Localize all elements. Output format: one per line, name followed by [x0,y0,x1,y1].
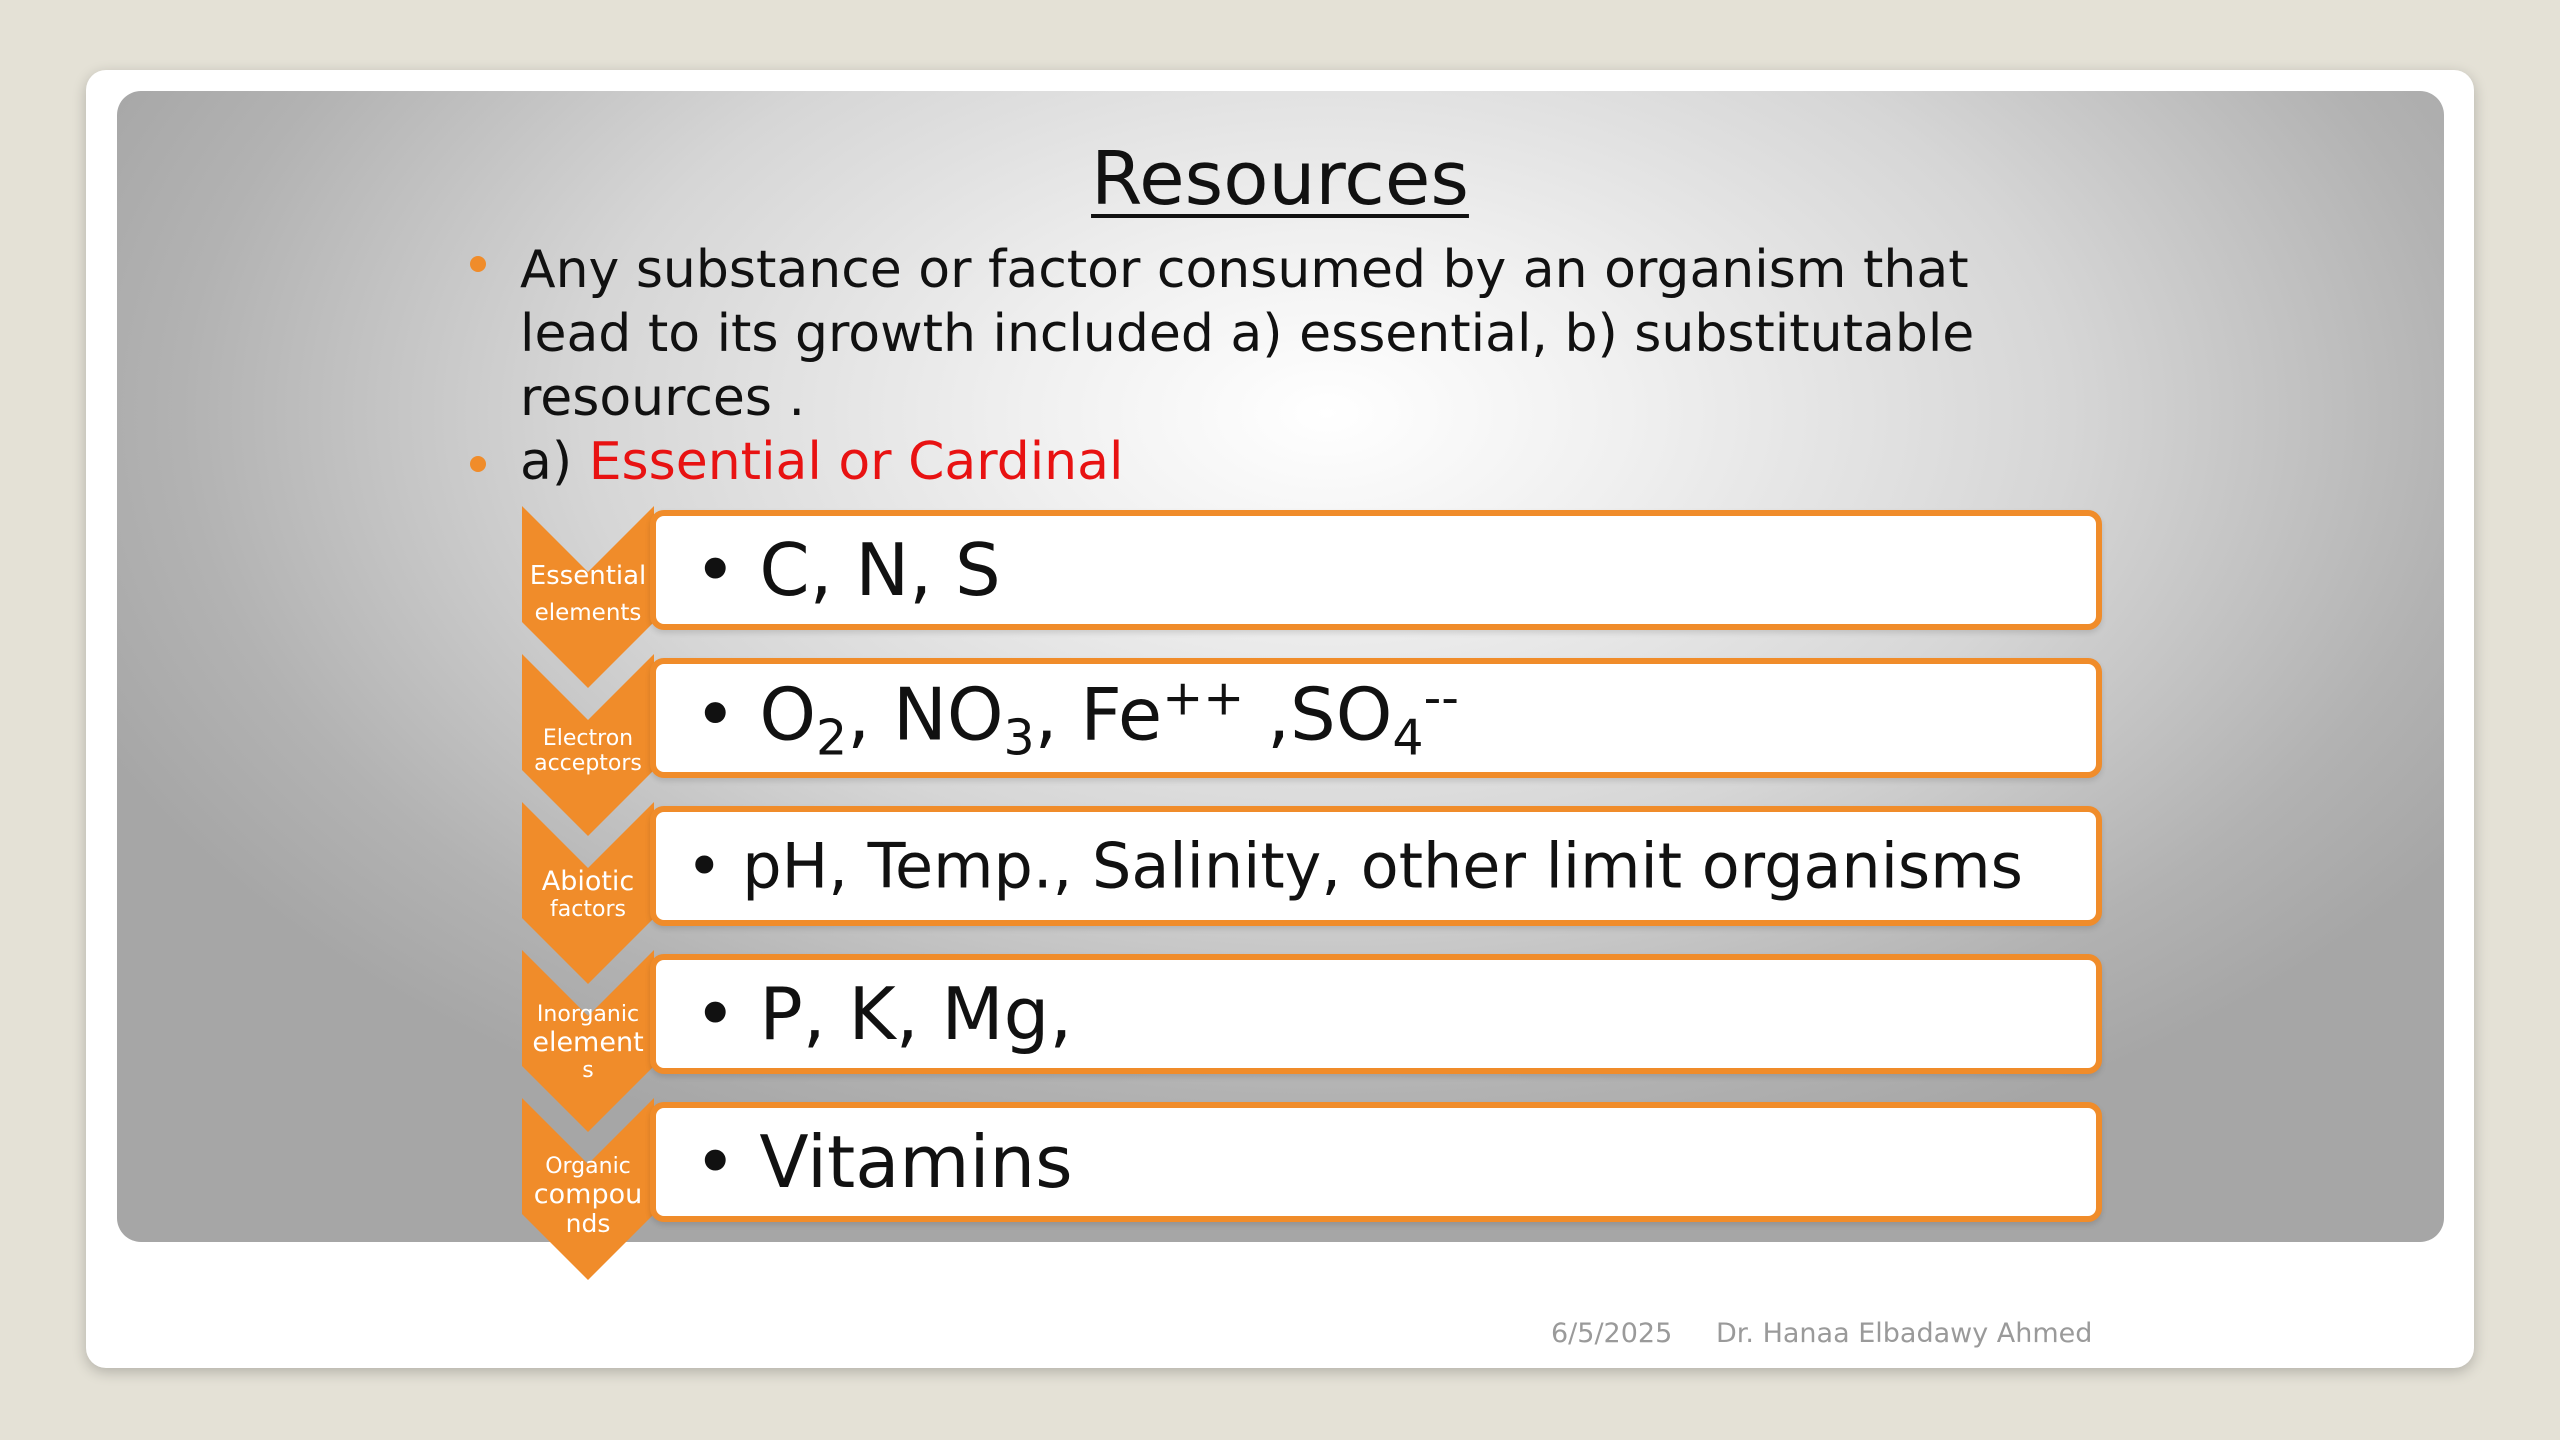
row-content-text: • C, N, S [694,528,1001,612]
resource-row-organic [522,1098,2100,1246]
resource-row-inorganic [522,950,2100,1098]
resource-row-essential [522,506,2100,654]
row-content-box [650,510,2102,630]
resource-row-abiotic [522,802,2100,950]
row-label: Organic compou nds [533,1154,643,1239]
row-label: Essential elements [529,561,647,626]
row-content-text: • pH, Temp., Salinity, other limit organisms [686,829,2023,903]
row-label: Abiotic factors [541,866,635,923]
row-content-box [650,954,2102,1074]
row-content-text: • P, K, Mg, [694,972,1073,1056]
slide-title: Resources [1091,136,1469,222]
bullet-dot-icon [470,256,486,272]
footer-author: Dr. Hanaa Elbadawy Ahmed [1716,1318,2093,1349]
bullet-definition-text: Any substance or factor consumed by an organism that lead to its growth included a) essential, b) substitutable resources . [520,240,1975,428]
footer-date: 6/5/2025 [1551,1318,1673,1349]
bullet-essential-prefix: a) [520,432,589,492]
row-content-box [650,806,2102,926]
row-content-text: • $O_2$, $NO_3$, Fe++ $,SO_4^{--}$ [694,669,1459,767]
row-content-box [650,658,2102,778]
resource-row-electron-acceptors [522,654,2100,802]
row-label: Electron acceptors [534,726,642,777]
bullet-dot-icon [470,456,486,472]
row-content-box [650,1102,2102,1222]
row-content-text: • Vitamins [694,1120,1073,1204]
row-label: Inorganic element s [532,1002,644,1084]
bullet-essential-highlight: Essential or Cardinal [588,432,1124,492]
